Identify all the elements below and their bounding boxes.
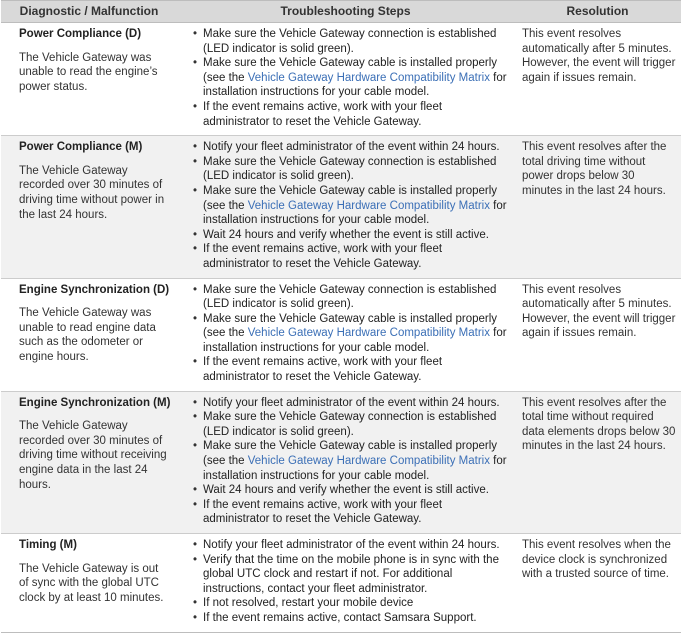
diagnostic-title: Power Compliance (M)	[19, 141, 143, 154]
compatibility-matrix-link[interactable]: Vehicle Gateway Hardware Compatibility Matrix	[247, 199, 490, 212]
table-header	[1, 1, 681, 23]
steps-list	[193, 538, 510, 626]
troubleshooting-table	[1, 0, 681, 633]
diagnostic-title: Timing (M)	[19, 539, 77, 551]
step-text: Notify your fleet administrator of the event within 24 hours.	[203, 539, 500, 551]
resolution-cell: This event resolves automatically after 5 minutes. However, the event will trigger again if issues remain.	[522, 28, 676, 84]
resolution-cell: This event resolves after the total driving time without power drops below 30 minutes in the last 24 hours.	[522, 141, 667, 197]
step-item	[193, 611, 510, 626]
steps-list	[193, 283, 510, 385]
step-text-after-link: for installation instructions for your cable model.	[203, 199, 507, 227]
diagnostic-title: Engine Synchronization (D)	[19, 283, 170, 296]
steps-cell	[177, 23, 514, 135]
step-text: Make sure the Vehicle Gateway connection is established (LED indicator is solid green).	[203, 283, 497, 311]
step-text: If not resolved, restart your mobile device	[203, 597, 414, 610]
steps-cell	[177, 392, 514, 533]
diagnostic-description: The Vehicle Gateway recorded over 30 minutes of driving time without receiving engine data in the last 24 hours.	[19, 420, 167, 491]
step-item	[193, 283, 510, 312]
compatibility-matrix-link[interactable]: Vehicle Gateway Hardware Compatibility Matrix	[247, 71, 490, 84]
diagnostic-description: The Vehicle Gateway recorded over 30 minutes of driving time without power in the last 24 hours.	[19, 164, 165, 221]
table-body	[1, 23, 681, 632]
steps-list	[193, 140, 510, 271]
step-item	[193, 439, 510, 483]
diagnostic-title: Engine Synchronization (M)	[19, 396, 171, 409]
step-item	[193, 355, 510, 384]
step-text: Wait 24 hours and verify whether the event is still active.	[203, 228, 489, 241]
step-text-after-link: for installation instructions for your cable model.	[203, 455, 507, 482]
diagnostic-title: Power Compliance (D)	[19, 28, 142, 40]
steps-list	[193, 396, 510, 527]
step-text: Make sure the Vehicle Gateway cable is installed properly (see the	[203, 57, 498, 84]
compatibility-matrix-link[interactable]: Vehicle Gateway Hardware Compatibility Matrix	[247, 455, 490, 468]
step-item	[193, 396, 510, 411]
step-item	[193, 27, 510, 56]
table-row	[1, 279, 681, 392]
diagnostic-cell	[1, 23, 177, 135]
diagnostic-cell	[1, 392, 177, 533]
step-text-after-link: for installation instructions for your cable model.	[203, 71, 507, 99]
resolution-cell: This event resolves automatically after 5 minutes. However, the event will trigger again if issues remain.	[522, 283, 676, 340]
diagnostic-cell	[1, 136, 177, 277]
steps-cell	[177, 534, 514, 632]
steps-list	[193, 27, 510, 129]
resolution-cell: This event resolves when the device clock is synchronized with a trusted source of time.	[522, 539, 671, 581]
step-text: Make sure the Vehicle Gateway cable is installed properly (see the	[203, 440, 498, 468]
step-item	[193, 596, 510, 611]
step-item	[193, 228, 510, 243]
compatibility-matrix-link[interactable]: Vehicle Gateway Hardware Compatibility Matrix	[247, 327, 490, 340]
step-text: Make sure the Vehicle Gateway cable is installed properly (see the	[203, 312, 498, 340]
step-item	[193, 100, 510, 129]
step-text: If the event remains active, contact Samsara Support.	[203, 611, 477, 624]
step-text: Make sure the Vehicle Gateway cable is installed properly (see the	[203, 184, 498, 212]
step-text: Make sure the Vehicle Gateway connection is established (LED indicator is solid green).	[203, 411, 497, 438]
table-row	[1, 136, 681, 278]
diagnostic-description: The Vehicle Gateway is out of sync with the global UTC clock by at least 10 minutes.	[19, 562, 164, 604]
step-text: Wait 24 hours and verify whether the event is still active.	[203, 484, 489, 497]
steps-cell	[177, 279, 514, 391]
step-text: Verify that the time on the mobile phone is in sync with the global UTC clock and restart if not. For additional instructions, contact your fleet administrator.	[203, 553, 499, 595]
step-text: If the event remains active, work with your fleet administrator to reset the Vehicle Gateway.	[203, 100, 443, 128]
diagnostic-cell	[1, 279, 177, 391]
step-item	[193, 155, 510, 184]
steps-cell	[177, 136, 514, 277]
step-item	[193, 312, 510, 356]
diagnostic-description: The Vehicle Gateway was unable to read the engine’s power status.	[19, 51, 158, 93]
step-item	[193, 498, 510, 527]
step-item	[193, 553, 510, 597]
diagnostic-cell	[1, 534, 177, 632]
step-text: Notify your fleet administrator of the event within 24 hours.	[203, 141, 500, 154]
step-item	[193, 483, 510, 498]
step-item	[193, 140, 510, 155]
step-text: Make sure the Vehicle Gateway connection is established (LED indicator is solid green).	[203, 28, 497, 55]
column-header-resolution: Resolution	[566, 4, 629, 18]
table-row	[1, 534, 681, 632]
table-row	[1, 23, 681, 136]
step-item	[193, 538, 510, 553]
table-row	[1, 392, 681, 534]
step-text: If the event remains active, work with your fleet administrator to reset the Vehicle Gateway.	[203, 498, 443, 526]
step-item	[193, 184, 510, 228]
step-item	[193, 410, 510, 439]
column-header-steps: Troubleshooting Steps	[280, 4, 411, 18]
resolution-cell: This event resolves after the total time without required data elements drops below 30 minutes in the last 24 hours.	[522, 396, 676, 453]
column-header-diagnostic: Diagnostic / Malfunction	[19, 4, 159, 18]
step-item	[193, 242, 510, 271]
step-text-after-link: for installation instructions for your cable model.	[203, 327, 507, 354]
step-text: If the event remains active, work with your fleet administrator to reset the Vehicle Gateway.	[203, 243, 443, 270]
step-text: Make sure the Vehicle Gateway connection is established (LED indicator is solid green).	[203, 155, 497, 183]
step-item	[193, 56, 510, 100]
diagnostic-description: The Vehicle Gateway was unable to read engine data such as the odometer or engine hours.	[19, 307, 156, 363]
step-text: Notify your fleet administrator of the event within 24 hours.	[203, 396, 500, 409]
step-text: If the event remains active, work with your fleet administrator to reset the Vehicle Gateway.	[203, 356, 443, 384]
